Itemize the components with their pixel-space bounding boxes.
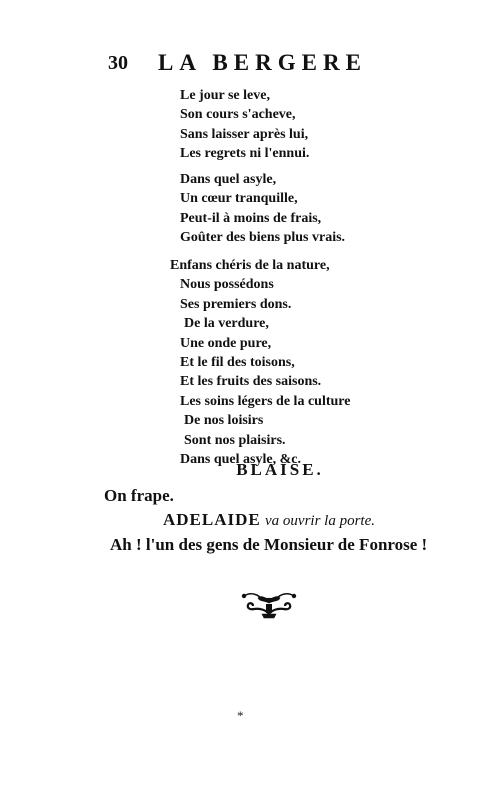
page-number: 30 xyxy=(108,52,128,74)
verse-line: Une onde pure, xyxy=(180,335,272,351)
verse-line: Le jour se leve, xyxy=(180,88,270,103)
verse-line: Nous possédons xyxy=(180,277,274,293)
verse-line: Sont nos plaisirs. xyxy=(184,432,286,448)
verse-line: Peut-il à moins de frais, xyxy=(180,210,322,226)
verse-line: Enfans chéris de la nature, xyxy=(170,258,330,273)
verse-line: De la verdure, xyxy=(184,316,269,332)
verse-stanza-3 xyxy=(170,256,350,469)
stage-direction-text: va ouvrir la porte. xyxy=(265,513,375,529)
verse-stanza-1 xyxy=(180,86,309,164)
verse-line: Dans quel asyle, xyxy=(180,172,277,187)
stage-direction xyxy=(0,510,504,530)
verse-line: De nos loisirs xyxy=(184,413,264,429)
dialogue-line: Ah ! l'un des gens de Monsieur de Fonrose ! xyxy=(110,535,428,554)
verse-line: Les soins légers de la culture xyxy=(180,393,351,409)
verse-line: Goûter des biens plus vrais. xyxy=(180,230,346,246)
page-header xyxy=(108,50,378,78)
dialogue-line: On frape. xyxy=(104,486,174,505)
signature-mark: * xyxy=(237,708,244,723)
verse-stanza-2 xyxy=(180,170,345,248)
running-title: LA BERGERE xyxy=(158,50,367,75)
verse-line: Un cœur tranquille, xyxy=(180,191,298,207)
verse-line: Ses premiers dons. xyxy=(180,296,292,312)
character-name: ADELAIDE xyxy=(163,510,261,529)
verse-line: Et le fil des toisons, xyxy=(180,354,295,370)
verse-line: Son cours s'acheve, xyxy=(180,107,296,123)
fleuron-ornament-icon xyxy=(238,588,300,620)
verse-line: Sans laisser après lui, xyxy=(180,126,309,142)
speaker-name: BLAISE. xyxy=(236,460,324,479)
verse-line: Et les fruits des saisons. xyxy=(180,374,322,390)
verse-line: Dans quel asyle, &c. xyxy=(180,451,301,467)
verse-line: Les regrets ni l'ennui. xyxy=(180,146,310,162)
